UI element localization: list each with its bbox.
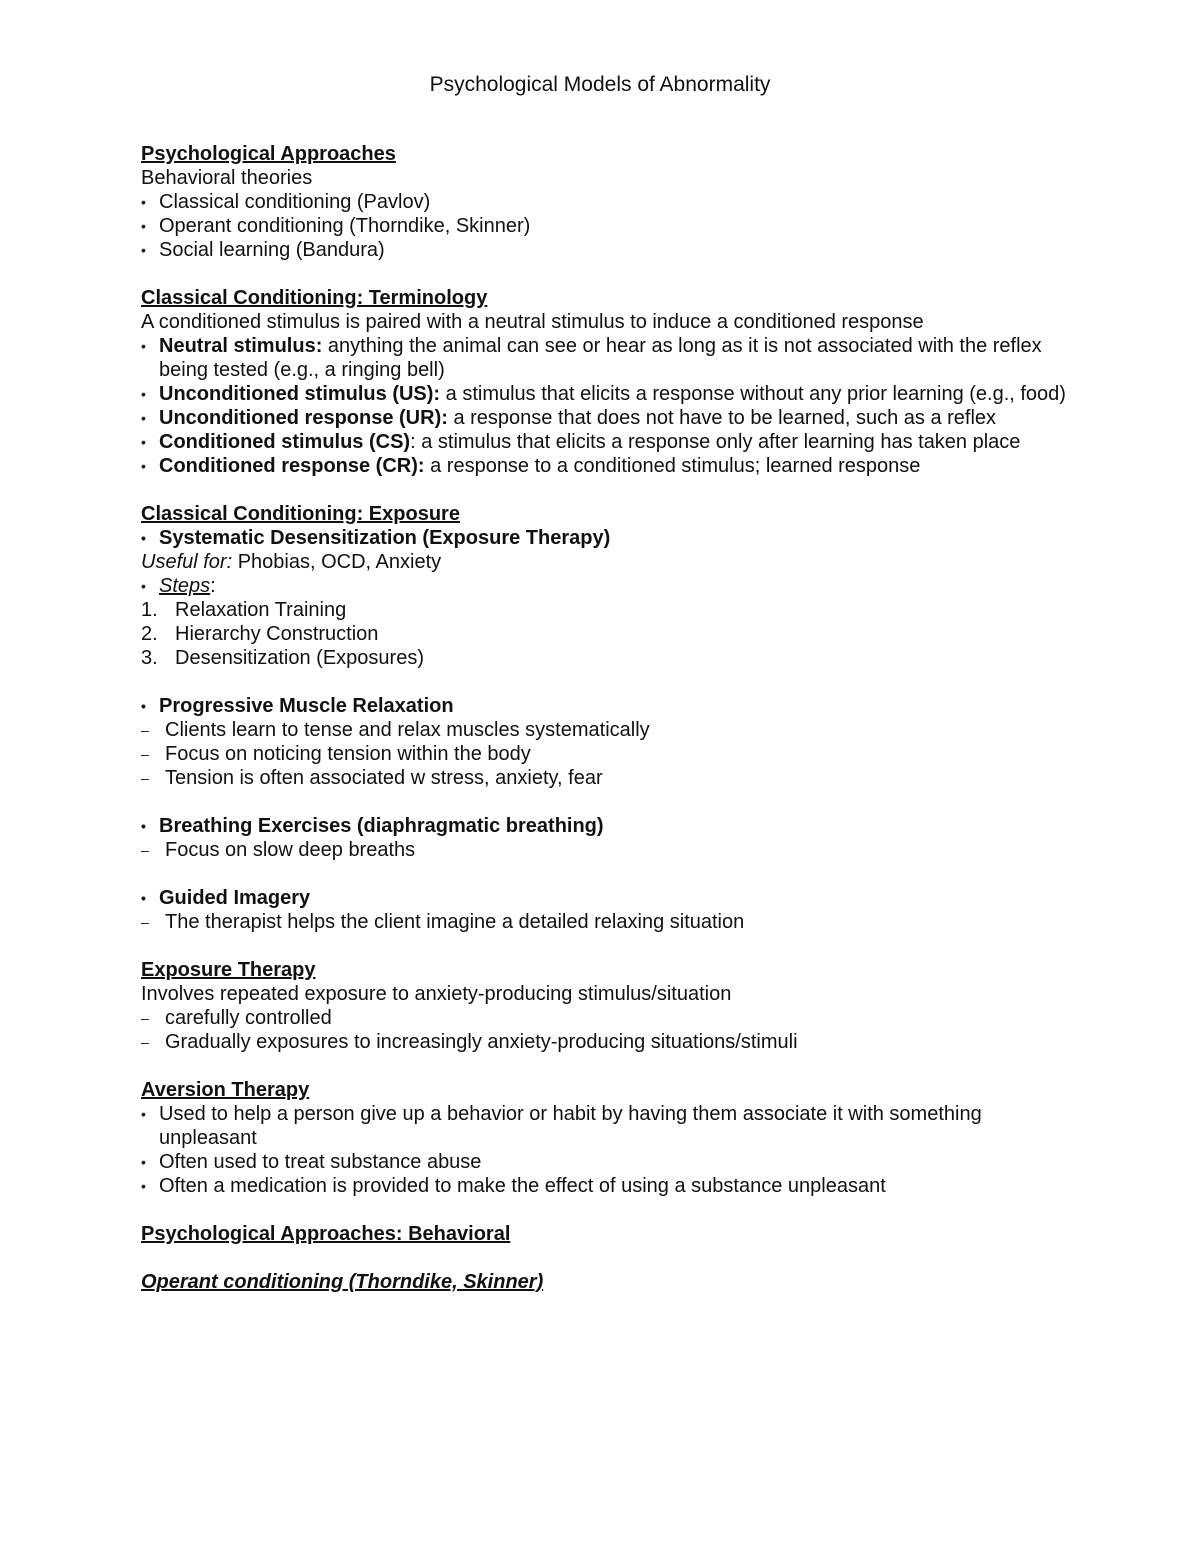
list-item	[141, 454, 1071, 478]
subsection-title: • Progressive Muscle Relaxation	[141, 694, 1071, 718]
term-description: a stimulus that elicits a response without any prior learning (e.g., food)	[440, 383, 1066, 405]
list-item: • Used to help a person give up a behavior or habit by having them associate it with something unpleasant	[141, 1102, 1071, 1150]
term-description: a response that does not have to be learned, such as a reflex	[447, 407, 997, 429]
term-description: a response to a conditioned stimulus; learned response	[424, 455, 921, 477]
section-heading: Psychological Approaches: Behavioral	[141, 1223, 511, 1245]
list-item	[141, 406, 1071, 430]
step-text: Relaxation Training	[175, 599, 347, 621]
dash-item: – Gradually exposures to increasingly anxiety-producing situations/stimuli	[141, 1030, 1071, 1054]
term: Neutral stimulus:	[159, 335, 323, 357]
useful-for-text: Phobias, OCD, Anxiety	[232, 551, 442, 573]
numbered-step	[141, 622, 1071, 646]
step-text: Hierarchy Construction	[175, 623, 379, 645]
section-heading: Aversion Therapy	[141, 1079, 310, 1101]
steps-label: Steps	[159, 575, 211, 597]
numbered-step	[141, 598, 1071, 622]
term-description: anything the animal can see or hear as long as it is not associated with the reflex being tested (e.g., a ringing bell)	[159, 335, 1042, 381]
section-operant-conditioning	[141, 1270, 1071, 1294]
dash-item: – Focus on noticing tension within the body	[141, 742, 1071, 766]
step-text: Desensitization (Exposures)	[175, 647, 424, 669]
list-item	[141, 430, 1071, 454]
list-item	[141, 334, 1071, 382]
section-heading: Psychological Approaches	[141, 143, 396, 165]
list-item: • Often used to treat substance abuse	[141, 1150, 1071, 1174]
section-exposure	[141, 502, 1071, 934]
section-behavioral	[141, 1222, 1071, 1246]
section-intro: A conditioned stimulus is paired with a neutral stimulus to induce a conditioned response	[141, 311, 924, 333]
section-heading: Operant conditioning (Thorndike, Skinner)	[141, 1271, 544, 1293]
dash-item: – carefully controlled	[141, 1006, 1071, 1030]
list-item: • Operant conditioning (Thorndike, Skinner)	[141, 214, 1071, 238]
numbered-step	[141, 646, 1071, 670]
subsection-title: • Systematic Desensitization (Exposure Therapy)	[141, 526, 1071, 550]
step-number: 3.	[141, 647, 158, 669]
steps-line	[141, 574, 1071, 598]
section-heading: Exposure Therapy	[141, 959, 316, 981]
list-item: • Classical conditioning (Pavlov)	[141, 190, 1071, 214]
section-intro: Involves repeated exposure to anxiety-producing stimulus/situation	[141, 983, 732, 1005]
steps-colon: :	[210, 575, 216, 597]
term-description: : a stimulus that elicits a response only after learning has taken place	[410, 431, 1021, 453]
useful-for-line	[141, 550, 1071, 574]
list-item: • Social learning (Bandura)	[141, 238, 1071, 262]
term: Conditioned stimulus (CS)	[159, 431, 411, 453]
document-title: Psychological Models of Abnormality	[429, 73, 771, 96]
dash-item: – The therapist helps the client imagine a detailed relaxing situation	[141, 910, 1071, 934]
subsection-title: • Guided Imagery	[141, 886, 1071, 910]
step-number: 1.	[141, 599, 158, 621]
dash-item: – Clients learn to tense and relax muscles systematically	[141, 718, 1071, 742]
subsection-title: • Breathing Exercises (diaphragmatic breathing)	[141, 814, 1071, 838]
term: Unconditioned response (UR):	[159, 407, 448, 429]
document-body	[141, 142, 1071, 1318]
list-item	[141, 382, 1071, 406]
section-aversion-therapy	[141, 1078, 1071, 1198]
list-item: • Often a medication is provided to make the effect of using a substance unpleasant	[141, 1174, 1071, 1198]
useful-for-label: Useful for:	[141, 551, 233, 573]
section-intro: Behavioral theories	[141, 167, 313, 189]
section-exposure-therapy	[141, 958, 1071, 1054]
dash-item: – Tension is often associated w stress, anxiety, fear	[141, 766, 1071, 790]
section-terminology	[141, 286, 1071, 478]
step-number: 2.	[141, 623, 158, 645]
term: Unconditioned stimulus (US):	[159, 383, 441, 405]
section-heading: Classical Conditioning: Terminology	[141, 287, 488, 309]
section-psychological-approaches	[141, 142, 1071, 262]
term: Conditioned response (CR):	[159, 455, 425, 477]
dash-item: – Focus on slow deep breaths	[141, 838, 1071, 862]
section-heading: Classical Conditioning: Exposure	[141, 503, 460, 525]
